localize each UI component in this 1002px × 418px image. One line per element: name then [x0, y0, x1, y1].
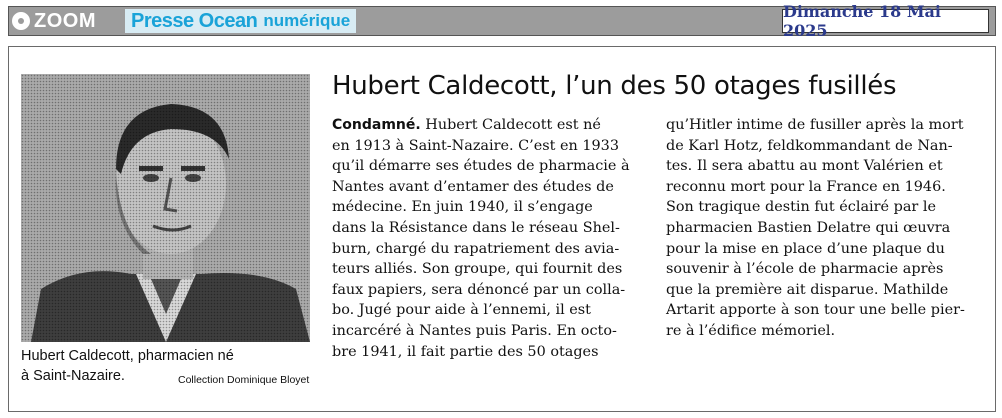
brand-logo	[125, 9, 356, 33]
text-line	[666, 280, 978, 301]
photo-credit: Collection Dominique Bloyet	[178, 374, 310, 386]
line-text: bo. Jugé pour aide à l’ennemi, il est	[332, 302, 591, 319]
text-line	[666, 115, 978, 136]
lead-word: Condamné.	[332, 117, 421, 133]
line-text: faux papiers, sera dénoncé par un colla-	[332, 281, 626, 298]
text-line	[332, 136, 644, 157]
line-text: Artarit apporte à son tour une belle pier-	[666, 302, 965, 319]
text-line	[332, 280, 644, 301]
top-banner	[0, 0, 1002, 40]
line-text: en 1913 à Saint-Nazaire. C’est en 1933	[332, 137, 619, 154]
line-text: souvenir à l’école de pharmacie après	[666, 261, 944, 278]
article-column-2	[666, 115, 978, 342]
line-text: teurs alliés. Son groupe, qui fournit des	[332, 261, 623, 278]
text-line	[332, 177, 644, 198]
text-line	[666, 218, 978, 239]
line-text: qu’Hitler intime de fusiller après la mort	[666, 117, 964, 133]
text-line	[666, 239, 978, 260]
text-line	[666, 321, 978, 342]
text-line	[332, 239, 644, 260]
line-text: qu’il démarre ses études de pharmacie à	[332, 158, 630, 175]
text-line	[666, 300, 978, 321]
portrait-photo	[21, 74, 310, 342]
line-text: pharmacien Bastien Delatre qui œuvra	[666, 219, 951, 236]
text-line	[332, 300, 644, 321]
zoom-label: ZOOM	[34, 9, 96, 32]
line-text: Hubert Caldecott est né	[420, 117, 601, 133]
text-line	[666, 177, 978, 198]
text-line	[332, 342, 644, 363]
text-line	[332, 156, 644, 177]
text-line	[666, 259, 978, 280]
issue-date: Dimanche 18 Mai 2025	[782, 9, 989, 33]
line-text: re à l’édifice mémoriel.	[666, 322, 836, 339]
caption-line-1: Hubert Caldecott, pharmacien né	[21, 348, 234, 364]
line-text: pour la mise en place d’une plaque du	[666, 240, 945, 257]
line-text: reconnu mort pour la France en 1946.	[666, 178, 946, 195]
text-line	[666, 197, 978, 218]
text-line	[332, 115, 644, 136]
article-column-1	[332, 115, 644, 362]
line-text: médecine. En juin 1940, il s’engage	[332, 199, 593, 216]
text-line	[666, 136, 978, 157]
line-text: burn, chargé du rapatriement des avia-	[332, 240, 620, 257]
text-line	[332, 218, 644, 239]
portrait-image	[21, 74, 310, 342]
text-line	[332, 321, 644, 342]
text-line	[332, 197, 644, 218]
text-line	[332, 259, 644, 280]
caption-line-2: à Saint-Nazaire.	[21, 368, 125, 384]
line-text: que la première ait disparue. Mathilde	[666, 281, 949, 298]
brand-subtitle: numérique	[263, 11, 351, 30]
article-title: Hubert Caldecott, l’un des 50 otages fusillés	[332, 71, 897, 101]
line-text: de Karl Hotz, feldkommandant de Nan-	[666, 137, 953, 154]
line-text: dans la Résistance dans le réseau Shel-	[332, 219, 620, 236]
line-text: incarcéré à Nantes puis Paris. En octo-	[332, 322, 617, 339]
line-text: Son tragique destin fut éclairé par le	[666, 199, 936, 216]
zoom-circle-icon	[12, 12, 30, 30]
zoom-logo	[12, 9, 96, 33]
brand-name: Presse Ocean	[131, 9, 258, 32]
line-text: tes. Il sera abattu au mont Valérien et	[666, 158, 943, 175]
line-text: Nantes avant d’entamer des études de	[332, 178, 614, 195]
text-line	[666, 156, 978, 177]
line-text: bre 1941, il fait partie des 50 otages	[332, 343, 599, 360]
